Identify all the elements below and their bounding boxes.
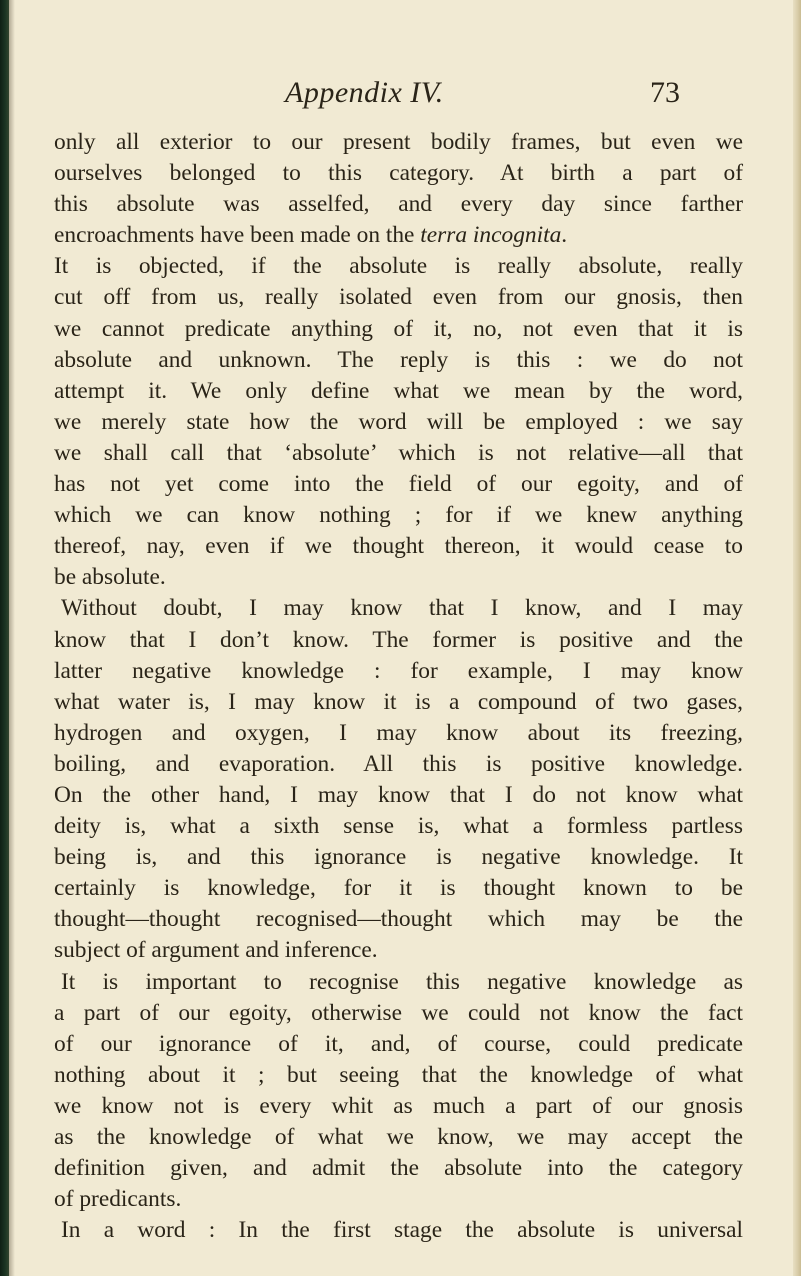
text-line: we cannot predicate anything of it, no, not even that it is <box>54 315 743 342</box>
running-head <box>0 74 801 114</box>
text-line: definition given, and admit the absolute into the category <box>54 1155 743 1182</box>
text-line: we know not is every whit as much a part of our gnosis <box>54 1092 743 1119</box>
text-line: nothing about it ; but seeing that the knowledge of what <box>54 1061 743 1088</box>
page-number: 73 <box>650 76 680 109</box>
text-line: of our ignorance of it, and, of course, could predicate <box>54 1030 743 1057</box>
text-line: certainly is knowledge, for it is thought known to be <box>54 875 743 902</box>
text-line: subject of argument and inference. <box>54 937 378 964</box>
text-line: hydrogen and oxygen, I may know about its freezing, <box>54 719 743 746</box>
text-line: boiling, and evaporation. All this is positive knowledge. <box>54 750 743 777</box>
body-text <box>54 127 743 1246</box>
text-segment: . <box>561 222 568 249</box>
text-line: attempt it. We only define what we mean by the word, <box>54 377 743 404</box>
text-line <box>54 220 743 251</box>
page-fore-edge <box>793 0 801 1276</box>
text-line: what water is, I may know it is a compound of two gases, <box>54 688 743 715</box>
text-line: It is objected, if the absolute is really absolute, really <box>54 253 743 280</box>
text-line: On the other hand, I may know that I do not know what <box>54 781 743 808</box>
running-title: Appendix IV. <box>285 76 444 109</box>
text-line: only all exterior to our present bodily frames, but even we <box>54 129 743 155</box>
text-line: In a word : In the first stage the absolute is universal <box>61 1217 743 1244</box>
book-binding-edge <box>0 0 9 1276</box>
text-line: It is important to recognise this negative knowledge as <box>61 968 743 995</box>
text-line: which we can know nothing ; for if we knew anything <box>54 502 743 529</box>
text-line: ourselves belonged to this category. At birth a part of <box>54 160 743 187</box>
text-line: absolute and unknown. The reply is this : we do not <box>54 346 743 373</box>
text-segment: encroachments have been made on the <box>54 222 421 249</box>
gutter-shadow <box>9 0 15 1276</box>
text-line: has not yet come into the field of our egoity, and of <box>54 471 743 498</box>
text-line: latter negative knowledge : for example, I may know <box>54 657 743 684</box>
text-line: thought—thought recognised—thought which may be the <box>54 906 743 933</box>
text-line: we shall call that ‘absolute’ which is not relative—all that <box>54 439 743 466</box>
text-line: of predicants. <box>54 1186 182 1213</box>
text-line: we merely state how the word will be employed : we say <box>54 408 743 435</box>
text-line: a part of our egoity, otherwise we could not know the fact <box>54 999 743 1026</box>
text-line: thereof, nay, even if we thought thereon, it would cease to <box>54 533 743 560</box>
text-line: be absolute. <box>54 564 166 591</box>
text-line: this absolute was asselfed, and every day since farther <box>54 191 743 218</box>
text-line: Without doubt, I may know that I know, and I may <box>61 595 743 622</box>
text-line: as the knowledge of what we know, we may accept the <box>54 1124 743 1150</box>
text-line: cut off from us, really isolated even from our gnosis, then <box>54 284 743 311</box>
text-line: being is, and this ignorance is negative knowledge. It <box>54 844 743 871</box>
text-line: know that I don’t know. The former is positive and the <box>54 626 743 653</box>
text-line: deity is, what a sixth sense is, what a formless partless <box>54 813 743 840</box>
italic-phrase: terra incognita <box>420 222 562 249</box>
